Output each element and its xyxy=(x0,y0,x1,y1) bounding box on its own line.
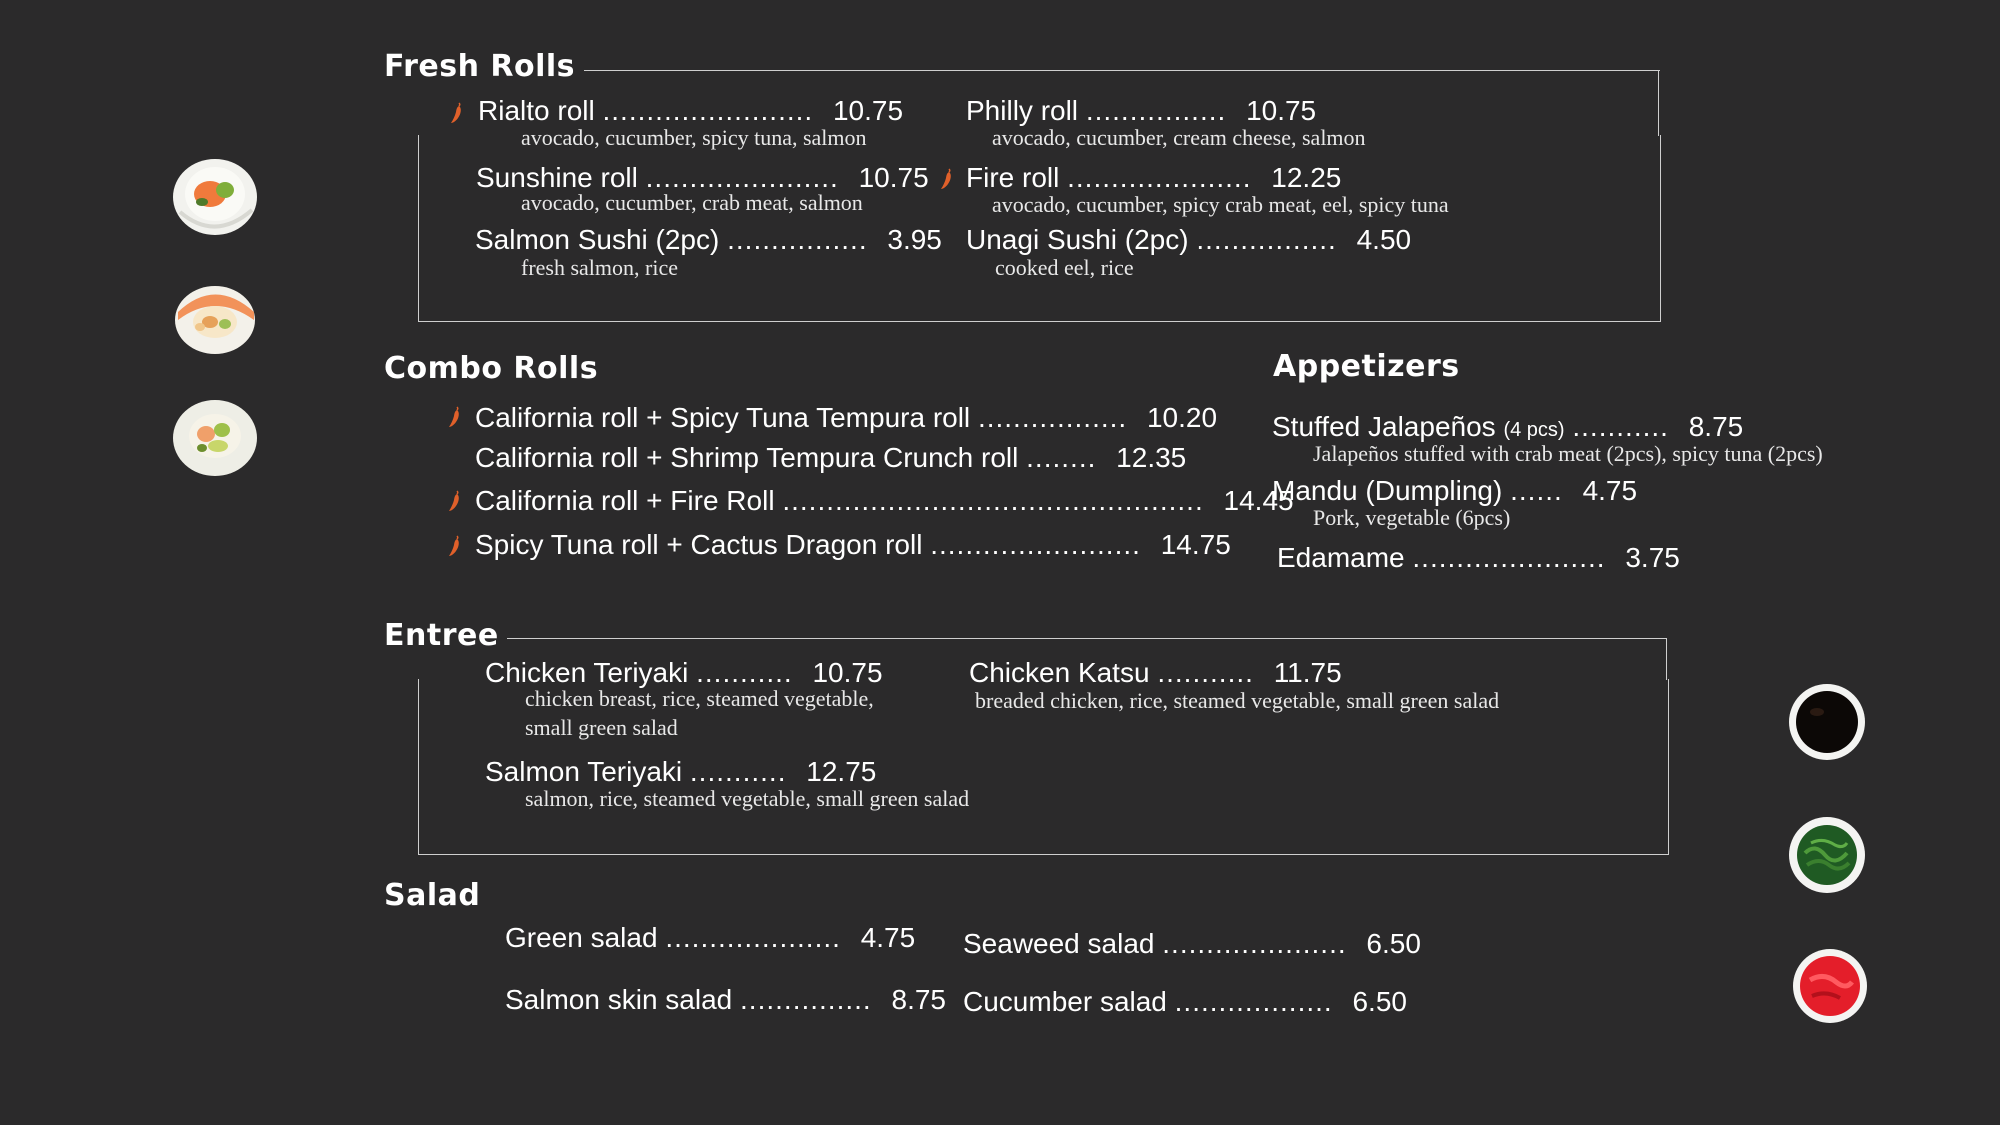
item-description: avocado, cucumber, spicy crab meat, eel, spicy tuna xyxy=(992,192,1449,217)
menu-item-salmon-teriyaki: Salmon Teriyaki ........... 12.75 xyxy=(485,756,877,787)
fresh-rolls-frame-right-top xyxy=(1658,70,1659,136)
spicy-chili-icon xyxy=(448,406,462,428)
menu-item-seaweed-salad: Seaweed salad ..................... 6.50 xyxy=(963,928,1421,959)
item-name: Stuffed Jalapeños xyxy=(1272,411,1496,442)
menu-item-chicken-teriyaki: Chicken Teriyaki ........... 10.75 xyxy=(485,657,883,688)
item-name: California roll + Shrimp Tempura Crunch roll xyxy=(475,442,1019,473)
salmon-avocado-roll-icon xyxy=(170,152,260,238)
spicy-chili-icon xyxy=(450,102,464,124)
item-price: 14.45 xyxy=(1223,485,1294,516)
item-name: Seaweed salad xyxy=(963,928,1155,959)
menu-item-unagi-sushi: Unagi Sushi (2pc) ................ 4.50 xyxy=(966,224,1412,255)
menu-item-salmon-skin-salad: Salmon skin salad ............... 8.75 xyxy=(505,984,946,1015)
menu-item-chicken-katsu: Chicken Katsu ........... 11.75 xyxy=(969,657,1342,688)
item-price: 12.25 xyxy=(1271,162,1342,193)
menu-item-rialto-roll: Rialto roll ........................ 10.75 xyxy=(478,95,904,126)
item-description: avocado, cucumber, crab meat, salmon xyxy=(521,190,863,215)
fresh-rolls-title: Fresh Rolls xyxy=(384,49,576,84)
item-name: Green salad xyxy=(505,922,658,953)
menu-item-cucumber-salad: Cucumber salad .................. 6.50 xyxy=(963,986,1407,1017)
item-price: 10.75 xyxy=(858,162,929,193)
item-price: 4.75 xyxy=(860,922,916,953)
item-price: 3.75 xyxy=(1625,542,1680,573)
item-description: avocado, cucumber, cream cheese, salmon xyxy=(992,125,1366,150)
item-name: Salmon Sushi (2pc) xyxy=(475,224,720,255)
item-name: California roll + Spicy Tuna Tempura roll xyxy=(475,402,971,433)
item-description: chicken breast, rice, steamed vegetable, xyxy=(525,686,874,711)
entree-title: Entree xyxy=(384,618,499,653)
item-description: avocado, cucumber, spicy tuna, salmon xyxy=(521,125,867,150)
item-price: 8.75 xyxy=(1688,411,1744,442)
menu-item-fire-roll: Fire roll ..................... 12.25 xyxy=(966,162,1342,193)
item-description: cooked eel, rice xyxy=(995,255,1134,280)
salad-title: Salad xyxy=(384,878,481,913)
fresh-rolls-top-rule xyxy=(584,70,1660,71)
pickled-ginger-bowl-icon xyxy=(1790,946,1870,1026)
item-name: Fire roll xyxy=(966,162,1060,193)
item-description: salmon, rice, steamed vegetable, small green salad xyxy=(525,786,970,811)
menu-item-sunshine-roll: Sunshine roll ...................... 10.75 xyxy=(476,162,929,193)
item-price: 12.35 xyxy=(1116,442,1187,473)
item-name: Sunshine roll xyxy=(476,162,638,193)
item-price: 10.20 xyxy=(1146,402,1218,433)
item-description: Pork, vegetable (6pcs) xyxy=(1313,505,1511,530)
entree-top-rule xyxy=(507,638,1667,639)
entree-frame-right-top xyxy=(1666,638,1667,680)
soy-sauce-bowl-icon xyxy=(1787,682,1867,762)
seaweed-salad-bowl-icon xyxy=(1787,815,1867,895)
item-name: Chicken Teriyaki xyxy=(485,657,689,688)
menu-item-stuffed-jalapenos: Stuffed Jalapeños (4 pcs) ........... 8.75 xyxy=(1272,411,1744,442)
menu-item-combo-1: California roll + Spicy Tuna Tempura roll ................. 10.20 xyxy=(475,402,1218,433)
item-description: breaded chicken, rice, steamed vegetable, small green salad xyxy=(975,688,1500,713)
item-price: 10.75 xyxy=(1246,95,1317,126)
item-name: Salmon skin salad xyxy=(505,984,733,1015)
menu-item-combo-2: California roll + Shrimp Tempura Crunch roll ........ 12.35 xyxy=(475,442,1187,473)
item-name: Cucumber salad xyxy=(963,986,1167,1017)
item-name: Mandu (Dumpling) xyxy=(1272,475,1503,506)
menu-item-salmon-sushi: Salmon Sushi (2pc) ................ 3.95 xyxy=(475,224,942,255)
menu-item-mandu: Mandu (Dumpling) ...... 4.75 xyxy=(1272,475,1638,506)
spicy-chili-icon xyxy=(448,535,462,557)
item-description: fresh salmon, rice xyxy=(521,255,678,280)
item-price: 10.75 xyxy=(812,657,883,688)
menu-item-philly-roll: Philly roll ................ 10.75 xyxy=(966,95,1317,126)
menu-item-combo-4: Spicy Tuna roll + Cactus Dragon roll ........................ 14.75 xyxy=(475,529,1231,560)
avocado-cucumber-roll-icon xyxy=(170,394,260,480)
item-price: 6.50 xyxy=(1352,986,1407,1017)
item-price: 6.50 xyxy=(1366,928,1421,959)
item-price: 3.95 xyxy=(887,224,942,255)
menu-item-edamame: Edamame ...................... 3.75 xyxy=(1277,542,1680,573)
item-name: Chicken Katsu xyxy=(969,657,1150,688)
item-price: 8.75 xyxy=(891,984,946,1015)
item-name: Edamame xyxy=(1277,542,1405,573)
rainbow-roll-icon xyxy=(170,272,260,358)
item-price: 11.75 xyxy=(1273,657,1342,688)
item-name: Rialto roll xyxy=(478,95,595,126)
menu-item-green-salad: Green salad .................... 4.75 xyxy=(505,922,916,953)
spicy-chili-icon xyxy=(940,168,954,190)
item-name: Philly roll xyxy=(966,95,1079,126)
item-description-cont: small green salad xyxy=(525,715,678,740)
item-description: Jalapeños stuffed with crab meat (2pcs), spicy tuna (2pcs) xyxy=(1313,441,1823,466)
item-price: 12.75 xyxy=(806,756,877,787)
item-name: Spicy Tuna roll + Cactus Dragon roll xyxy=(475,529,923,560)
item-name: Salmon Teriyaki xyxy=(485,756,683,787)
spicy-chili-icon xyxy=(448,490,462,512)
item-price: 4.75 xyxy=(1582,475,1638,506)
item-price: 14.75 xyxy=(1160,529,1231,560)
menu-item-combo-3: California roll + Fire Roll ................................................ 14.45 xyxy=(475,485,1294,516)
item-quantity: (4 pcs) xyxy=(1503,419,1565,441)
item-name: Unagi Sushi (2pc) xyxy=(966,224,1189,255)
appetizers-title: Appetizers xyxy=(1273,349,1460,384)
combo-rolls-title: Combo Rolls xyxy=(384,351,599,386)
item-price: 4.50 xyxy=(1356,224,1412,255)
item-price: 10.75 xyxy=(832,95,904,126)
item-name: California roll + Fire Roll xyxy=(475,485,775,516)
